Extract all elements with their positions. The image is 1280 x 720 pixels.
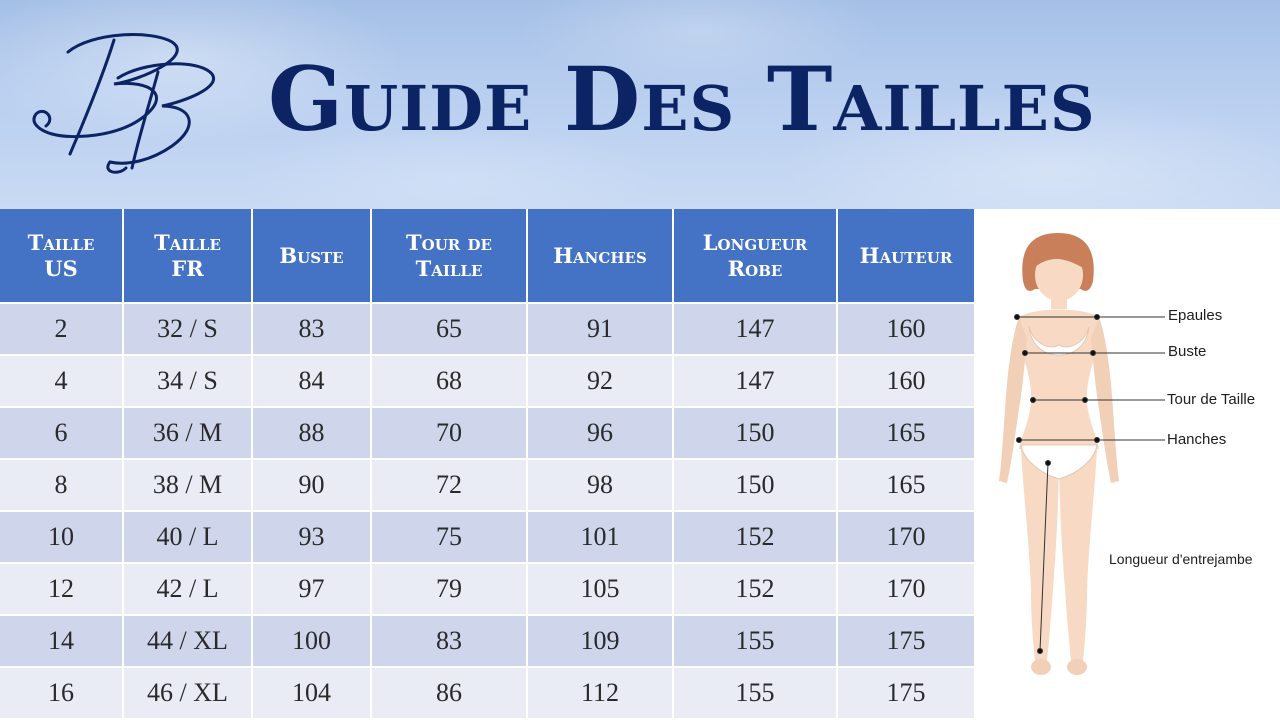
entrejambe-dot-bottom [1038, 649, 1043, 654]
cell-taille-fr: 34 / S [123, 355, 252, 407]
cell-hanches: 101 [527, 511, 673, 563]
cell-longueur-robe: 150 [673, 459, 837, 511]
cell-taille-fr: 36 / M [123, 407, 252, 459]
cell-hanches: 98 [527, 459, 673, 511]
measurement-figure [975, 209, 1280, 720]
column-header-tour-de-taille: Tour de Taille [371, 209, 527, 303]
cell-hauteur: 170 [837, 563, 975, 615]
cell-buste: 83 [252, 303, 371, 355]
cell-hanches: 109 [527, 615, 673, 667]
hanches-dot-right [1095, 438, 1100, 443]
cell-hauteur: 170 [837, 511, 975, 563]
cell-buste: 90 [252, 459, 371, 511]
cell-tour-de-taille: 75 [371, 511, 527, 563]
cell-buste: 100 [252, 615, 371, 667]
table-row [0, 355, 975, 407]
cell-hanches: 112 [527, 667, 673, 719]
cell-taille-us: 8 [0, 459, 123, 511]
tour-de-taille-dot-right [1083, 398, 1088, 403]
table-row [0, 615, 975, 667]
cell-buste: 93 [252, 511, 371, 563]
cell-longueur-robe: 152 [673, 511, 837, 563]
label-buste: Buste [1168, 343, 1207, 360]
column-header-taille-us: Taille US [0, 209, 123, 303]
table-header-row [0, 209, 975, 303]
right-foot-shape [1067, 659, 1087, 675]
cell-longueur-robe: 155 [673, 667, 837, 719]
buste-dot-left [1023, 351, 1028, 356]
label-tour-de-taille: Tour de Taille [1167, 391, 1256, 408]
entrejambe-dot-top [1046, 461, 1051, 466]
cell-longueur-robe: 150 [673, 407, 837, 459]
cell-taille-us: 2 [0, 303, 123, 355]
left-leg-shape [1021, 449, 1059, 661]
cell-taille-us: 10 [0, 511, 123, 563]
cell-hauteur: 175 [837, 615, 975, 667]
table-row [0, 563, 975, 615]
cell-longueur-robe: 147 [673, 355, 837, 407]
cell-hanches: 91 [527, 303, 673, 355]
label-epaules: Epaules [1168, 307, 1223, 324]
column-header-taille-fr: Taille FR [123, 209, 252, 303]
cell-buste: 88 [252, 407, 371, 459]
table-row [0, 511, 975, 563]
cell-taille-us: 12 [0, 563, 123, 615]
cell-hauteur: 165 [837, 407, 975, 459]
cell-longueur-robe: 155 [673, 615, 837, 667]
column-header-buste: Buste [252, 209, 371, 303]
table-row [0, 303, 975, 355]
size-table [0, 209, 976, 720]
cell-buste: 104 [252, 667, 371, 719]
cell-hauteur: 175 [837, 667, 975, 719]
epaules-dot-right [1095, 315, 1100, 320]
page-title: Guide Des Tailles [268, 47, 1096, 151]
cell-hauteur: 165 [837, 459, 975, 511]
cell-taille-fr: 38 / M [123, 459, 252, 511]
cell-taille-fr: 42 / L [123, 563, 252, 615]
column-header-hanches: Hanches [527, 209, 673, 303]
body-silhouette [975, 209, 1280, 720]
cell-taille-fr: 40 / L [123, 511, 252, 563]
cell-buste: 84 [252, 355, 371, 407]
tour-de-taille-dot-left [1031, 398, 1036, 403]
column-header-longueur-robe: Longueur Robe [673, 209, 837, 303]
cell-tour-de-taille: 70 [371, 407, 527, 459]
cell-hauteur: 160 [837, 303, 975, 355]
cell-hauteur: 160 [837, 355, 975, 407]
cell-buste: 97 [252, 563, 371, 615]
table-row [0, 459, 975, 511]
left-foot-shape [1031, 659, 1051, 675]
label-longueur-entrejambe: Longueur d'entrejambe [1109, 551, 1253, 567]
cell-taille-us: 16 [0, 667, 123, 719]
cell-taille-fr: 46 / XL [123, 667, 252, 719]
cell-taille-fr: 32 / S [123, 303, 252, 355]
cell-taille-fr: 44 / XL [123, 615, 252, 667]
cell-tour-de-taille: 83 [371, 615, 527, 667]
cell-longueur-robe: 147 [673, 303, 837, 355]
cell-hanches: 105 [527, 563, 673, 615]
right-leg-shape [1059, 449, 1097, 661]
epaules-dot-left [1015, 315, 1020, 320]
cell-tour-de-taille: 68 [371, 355, 527, 407]
cell-tour-de-taille: 86 [371, 667, 527, 719]
cell-taille-us: 4 [0, 355, 123, 407]
cell-tour-de-taille: 65 [371, 303, 527, 355]
cell-tour-de-taille: 79 [371, 563, 527, 615]
buste-dot-right [1091, 351, 1096, 356]
hanches-dot-left [1017, 438, 1022, 443]
cell-taille-us: 14 [0, 615, 123, 667]
label-hanches: Hanches [1167, 431, 1227, 448]
table-row [0, 667, 975, 719]
cell-tour-de-taille: 72 [371, 459, 527, 511]
cell-hanches: 96 [527, 407, 673, 459]
column-header-hauteur: Hauteur [837, 209, 975, 303]
cell-taille-us: 6 [0, 407, 123, 459]
table-row [0, 407, 975, 459]
cell-hanches: 92 [527, 355, 673, 407]
brand-logo [22, 22, 222, 177]
cell-longueur-robe: 152 [673, 563, 837, 615]
header-banner [0, 0, 1280, 209]
